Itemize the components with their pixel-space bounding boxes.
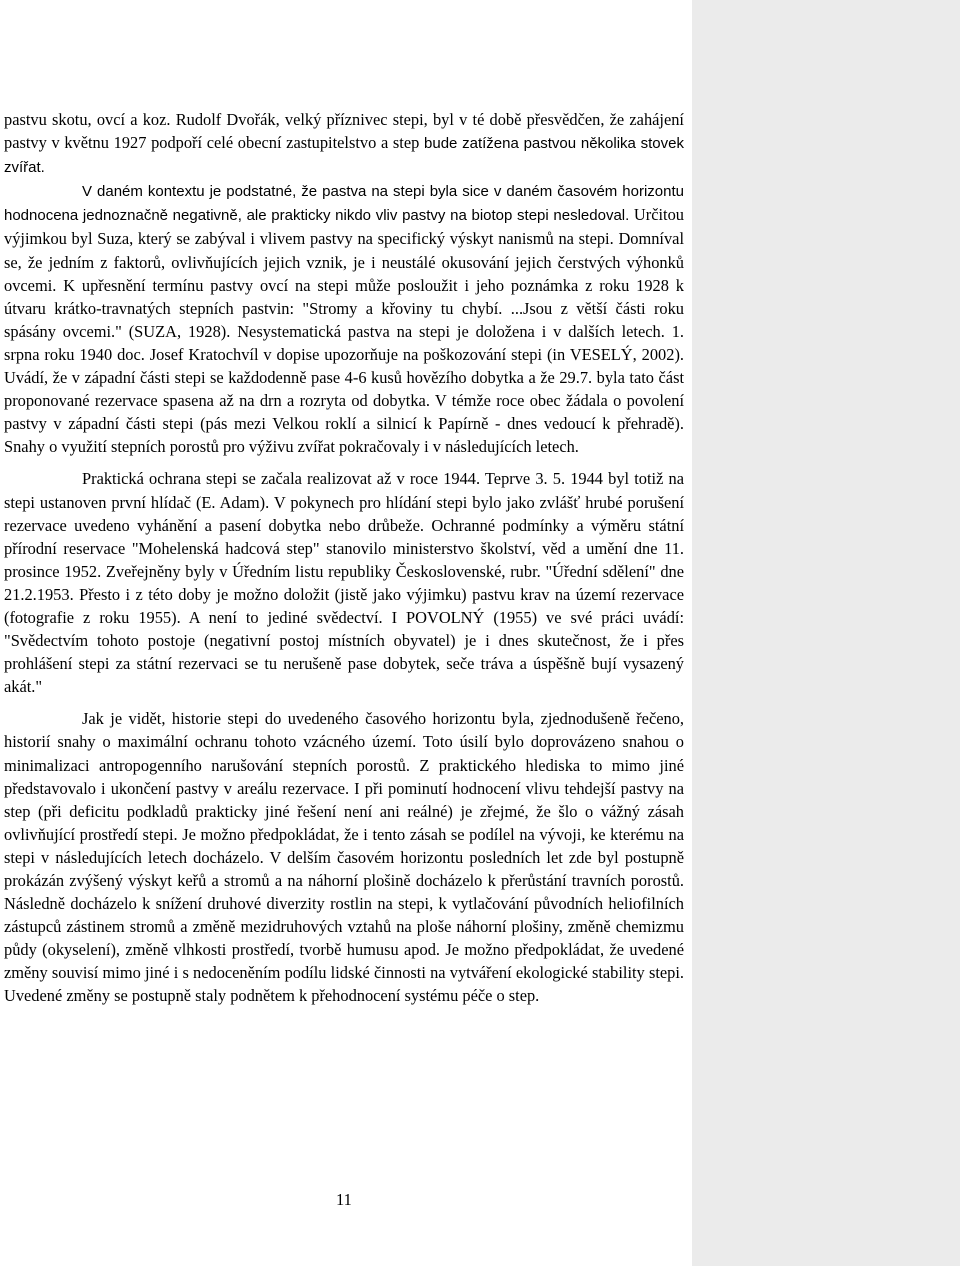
paragraph-2 <box>4 179 684 458</box>
paragraph-1-serif: pastvu skotu, ovcí a koz. Rudolf Dvořák, velký příznivec stepi, byl v té době přesvědčen, že zahájení pastvy v květnu 1927 podpoří celé obecní zastupitelstvo a step <box>4 110 684 153</box>
paragraph-1 <box>4 108 684 179</box>
paragraph-4 <box>4 707 684 1007</box>
comment-pane <box>692 0 960 1266</box>
document-body <box>4 108 684 1008</box>
page-number: 11 <box>336 1190 352 1209</box>
paragraph-2-serif: Určitou výjimkou byl Suza, který se zabýval i vlivem pastvy na specifický výskyt nanismů na stepi. Domníval se, že jedním z faktorů, ovlivňujících jejich vznik, je i neustálé okusování jejich čerstvých výhonků ovcemi. K upřesnění termínu pastvy ovcí na stepi může posloužit i jeho poznámka z roku 1928 k útvaru krátko-travnatých stepních pastvin: "Stromy a křoviny tu chybí. ...Jsou z větší části roku spásány ovcemi." (SUZA, 1928). Nesystematická pastva na stepi je doložena i v dalších letech. 1. srpna roku 1940 doc. Josef Kratochvíl v dopise upozorňuje na poškozování stepi (in VESELÝ, 2002). Uvádí, že v západní části stepi se každodenně pase 4-6 kusů hovězího dobytka a že 29.7. byla tato část proponované rezervace spasena až na drn a rozryta od dobytka. V témže roce obec žádala o povolení pastvy v západní části stepi (pás mezi Velkou roklí a silnicí k Papírně - dnes vedoucí k přehradě). Snahy o využití stepních porostů pro výživu zvířat pokračovaly i v následujících letech. <box>4 205 684 457</box>
paragraph-4-text: Jak je vidět, historie stepi do uvedeného časového horizontu byla, zjednodušeně řečeno, historií snahy o maximální ochranu tohoto vzácného území. Toto úsilí bylo doprovázeno snahou o minimalizaci antropogenního narušování stepních porostů. Z praktického hlediska to mimo jiné představovalo i ukončení pastvy v areálu rezervace. I při pominutí hodnocení vlivu tehdejší pastvy na step (při deficitu podkladů prakticky jiné řešení není ani reálné) je zřejmé, že šlo o vážný zásah ovlivňující prostředí stepi. Je možno předpokládat, že i tento zásah se podílel na vývoji, ke kterému na stepi v následujících letech docházelo. V delším časovém horizontu posledních let zde byl postupně prokázán zvýšený výskyt keřů a stromů a na náhorní plošině docházelo k přerůstání travních porostů. Následně docházelo k snížení druhové diverzity rostlin na stepi, k vytlačování původních heliofilních zástupců zástinem stromů a změně mezidruhových vztahů na ploše náhorní plošiny, změně chemizmu půdy (okyselení), změně vlhkosti prostředí, tvorbě humusu apod. Je možno předpokládat, že uvedené změny souvisí mimo jiné i s nedoceněním podílu lidské činnosti na vytváření ekologické stability stepi. Uvedené změny se postupně staly podnětem k přehodnocení systému péče o step. <box>4 709 684 1006</box>
paragraph-3-text: Praktická ochrana stepi se začala realizovat až v roce 1944. Teprve 3. 5. 1944 byl totiž na stepi ustanoven první hlídač (E. Adam). V pokynech pro hlídání stepi bylo jako zvlášť hrubé porušení rezervace uvedeno vyhánění a pasení dobytka nebo drůbeže. Ochranné podmínky a výměru státní přírodní reservace "Mohelenská hadcová step" stanovilo ministerstvo školství, věd a umění dne 11. prosince 1952. Zveřejněny byly v Úředním listu republiky Československé, rubr. "Úřední sdělení" dne 21.2.1953. Přesto i z této doby je možno doložit (jistě jako výjimku) pastvu krav na území rezervace (fotografie z roku 1955). A není to jediné svědectví. I POVOLNÝ (1955) ve své práci uvádí: "Svědectvím tohoto postoje (negativní postoj místních obyvatel) je i dnes skutečnost, že i přes prohlášení stepi za státní rezervaci se tu nerušeně pase dobytek, seče tráva a úspěšně bují vysazený akát." <box>4 469 684 697</box>
paragraph-1-sans: bude zatížena pastvou několika stovek zvířat. <box>4 135 684 177</box>
paragraph-2-sans: V daném kontextu je podstatné, že pastva na stepi byla sice v daném časovém horizontu hodnocena jednoznačně negativně, ale prakticky nikdo vliv pastvy na biotop stepi nesledoval. <box>4 183 684 225</box>
paragraph-3 <box>4 467 684 698</box>
